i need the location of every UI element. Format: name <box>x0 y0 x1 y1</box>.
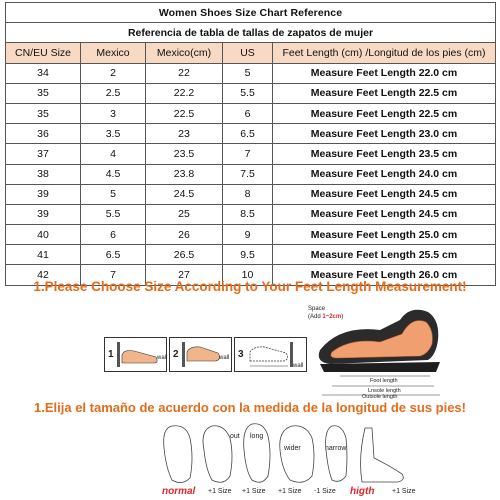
space-label: Space <box>308 306 326 312</box>
size-note: -1 Size <box>314 488 336 495</box>
table-cell: Measure Feet Length 22.5 cm <box>273 103 496 123</box>
table-cell: 6.5 <box>81 245 146 265</box>
table-cell: Measure Feet Length 24.5 cm <box>273 184 496 204</box>
table-cell: 6 <box>223 103 273 123</box>
step-number: 1 <box>108 349 114 360</box>
table-cell: 5 <box>81 184 146 204</box>
table-cell: 38 <box>6 164 81 184</box>
table-cell: 9 <box>223 225 273 245</box>
chart-title: Women Shoes Size Chart Reference <box>6 3 496 23</box>
step-number: 2 <box>173 349 179 360</box>
table-row <box>6 204 496 224</box>
foot-length-label: Foot length <box>370 378 398 384</box>
outsole-length-label: Outsole length <box>362 394 398 400</box>
table-cell: 6 <box>81 225 146 245</box>
table-row <box>6 225 496 245</box>
table-cell: 23 <box>146 124 223 144</box>
table-row <box>6 184 496 204</box>
chart-subtitle: Referencia de tabla de tallas de zapatos de mujer <box>6 23 496 43</box>
foot-type-label: narrow <box>325 445 347 452</box>
table-row <box>6 63 496 83</box>
table-row <box>6 103 496 123</box>
table-cell: 5 <box>223 63 273 83</box>
table-cell: Measure Feet Length 25.0 cm <box>273 225 496 245</box>
space-add-label: (Add 1~2cm) <box>308 314 344 320</box>
table-cell: 9.5 <box>223 245 273 265</box>
table-row <box>6 83 496 103</box>
svg-text:wall: wall <box>219 355 230 361</box>
table-cell: 23.8 <box>146 164 223 184</box>
table-row <box>6 124 496 144</box>
table-cell: 39 <box>6 204 81 224</box>
step-3-panel <box>235 338 307 372</box>
table-cell: Measure Feet Length 25.5 cm <box>273 245 496 265</box>
table-cell: 34 <box>6 63 81 83</box>
table-cell: Measure Feet Length 22.0 cm <box>273 63 496 83</box>
table-cell: 10 <box>223 265 273 285</box>
table-cell: Measure Feet Length 22.5 cm <box>273 83 496 103</box>
table-cell: 26.5 <box>146 245 223 265</box>
normal-label: normal <box>162 486 196 497</box>
table-cell: 5.5 <box>81 204 146 224</box>
table-cell: 22.2 <box>146 83 223 103</box>
table-cell: 2 <box>81 63 146 83</box>
foot-print-icon <box>326 426 347 482</box>
insole-length-label: Lnsole length <box>368 388 401 394</box>
foot-print-icon <box>280 426 314 483</box>
table-cell: 35 <box>6 83 81 103</box>
table-cell: Measure Feet Length 23.0 cm <box>273 124 496 144</box>
table-cell: Measure Feet Length 23.5 cm <box>273 144 496 164</box>
table-cell: 37 <box>6 144 81 164</box>
table-row <box>6 144 496 164</box>
measure-steps-illustration <box>104 337 309 372</box>
table-cell: 7 <box>81 265 146 285</box>
table-cell: 3 <box>81 103 146 123</box>
table-cell: 22.5 <box>146 103 223 123</box>
svg-text:wall: wall <box>157 355 168 361</box>
table-cell: 23.5 <box>146 144 223 164</box>
table-cell: Measure Feet Length 24.5 cm <box>273 204 496 224</box>
instruction-heading-es: 1.Elija el tamaño de acuerdo con la medida de la longitud de sus pies! <box>34 400 466 415</box>
table-cell: 26 <box>146 225 223 245</box>
instruction-heading-en: 1.Please Choose Size According to Your Feet Length Measurement! <box>33 279 467 294</box>
table-cell: 39 <box>6 184 81 204</box>
foot-type-label: out <box>230 433 240 440</box>
table-cell: 35 <box>6 103 81 123</box>
high-label: higth <box>350 486 375 497</box>
table-cell: 42 <box>6 265 81 285</box>
table-cell: 25 <box>146 204 223 224</box>
table-cell: 7.5 <box>223 164 273 184</box>
table-cell: 4 <box>81 144 146 164</box>
table-cell: 7 <box>223 144 273 164</box>
table-cell: 5.5 <box>223 83 273 103</box>
table-cell: 36 <box>6 124 81 144</box>
table-cell: 40 <box>6 225 81 245</box>
size-note: +1 Size <box>242 488 266 495</box>
svg-text:wall: wall <box>293 363 304 369</box>
table-cell: 6.5 <box>223 124 273 144</box>
table-cell: 8 <box>223 184 273 204</box>
table-cell: 27 <box>146 265 223 285</box>
step-1-panel <box>105 338 168 372</box>
table-row <box>6 164 496 184</box>
foot-type-label: wider <box>284 445 301 452</box>
table-cell: 4.5 <box>81 164 146 184</box>
table-cell: 8.5 <box>223 204 273 224</box>
table-cell: 2.5 <box>81 83 146 103</box>
table-cell: 3.5 <box>81 124 146 144</box>
table-cell: Measure Feet Length 24.0 cm <box>273 164 496 184</box>
foot-type-label: long <box>250 433 264 440</box>
step-number: 3 <box>238 349 244 360</box>
size-note: +1 Size <box>392 488 416 495</box>
shoe-section-illustration <box>310 300 450 398</box>
table-cell: 22 <box>146 63 223 83</box>
foot-print-icon <box>203 426 232 483</box>
step-2-panel <box>170 338 232 372</box>
column-header: CN/EU Size <box>6 43 81 63</box>
size-note: +1 Size <box>208 488 232 495</box>
column-header: Feet Length (cm) /Longitud de los pies (cm) <box>273 43 496 63</box>
size-note: +1 Size <box>278 488 302 495</box>
column-header: US <box>223 43 273 63</box>
table-cell: 24.5 <box>146 184 223 204</box>
high-arch-foot-icon <box>361 428 404 482</box>
table-cell: 41 <box>6 245 81 265</box>
column-header: Mexico(cm) <box>146 43 223 63</box>
table-row <box>6 245 496 265</box>
size-chart-table <box>5 2 496 286</box>
foot-print-icon <box>164 426 192 483</box>
column-header: Mexico <box>81 43 146 63</box>
table-cell: Measure Feet Length 26.0 cm <box>273 265 496 285</box>
